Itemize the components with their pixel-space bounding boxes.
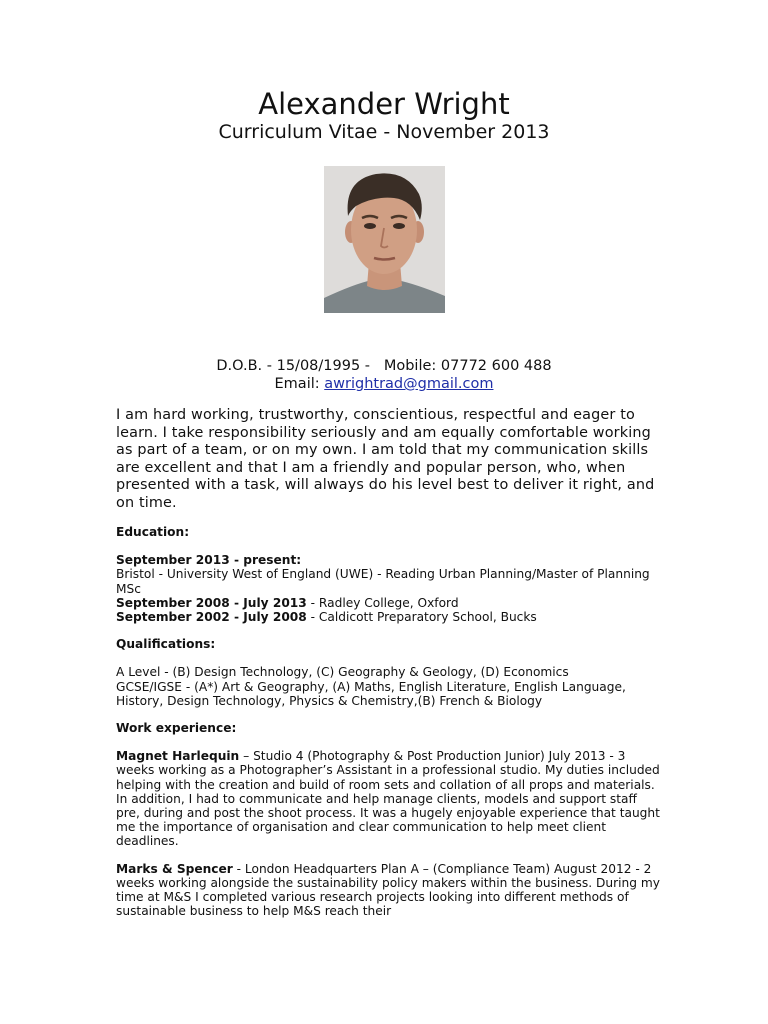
cv-body: [116, 525, 661, 918]
education-heading: Education:: [116, 525, 190, 539]
education-desc: - Caldicott Preparatory School, Bucks: [306, 610, 537, 625]
education-date: September 2002 - July 2008: [116, 610, 307, 625]
job-entry: [116, 749, 661, 848]
cv-name: Alexander Wright: [258, 87, 510, 121]
job-entry: [116, 862, 661, 919]
dob-mobile: D.O.B. - 15/08/1995 - Mobile: 07772 600 488: [216, 358, 552, 374]
contact-block: [0, 357, 768, 393]
education-date: September 2008 - July 2013: [116, 595, 307, 610]
job-description: - London Headquarters Plan A – (Compliance Team) August 2012 - 2 weeks working alongside the sustainability policy makers within the business. During my time at M&S I completed various research projects looking into different methods of sustainable business to help M&S reach their: [116, 861, 660, 919]
work-heading: Work experience:: [116, 721, 237, 736]
cv-subtitle: Curriculum Vitae - November 2013: [218, 121, 550, 143]
education-item: [116, 553, 661, 567]
education-date: September 2013 - present:: [116, 553, 302, 568]
profile-photo: [324, 166, 445, 313]
job-employer: Marks & Spencer: [116, 861, 233, 876]
education-item: [116, 610, 661, 624]
a-level-line: A Level - (B) Design Technology, (C) Geography & Geology, (D) Economics: [116, 665, 569, 680]
gcse-line: GCSE/IGSE - (A*) Art & Geography, (A) Maths, English Literature, English Language, History, Design Technology, Physics & Chemistry,(B) French & Biology: [116, 679, 626, 708]
qualifications-heading: Qualifications:: [116, 637, 216, 652]
email-label: Email:: [274, 376, 325, 392]
email-link[interactable]: awrightrad@gmail.com: [324, 376, 494, 392]
job-employer: Magnet Harlequin: [116, 749, 240, 764]
education-desc: Bristol - University West of England (UWE) - Reading Urban Planning/Master of Planning MSc: [116, 567, 650, 596]
intro-paragraph: I am hard working, trustworthy, conscientious, respectful and eager to learn. I take responsibility seriously and am equally comfortable working as part of a team, or on my own. I am told that my communication skills are excellent and that I am a friendly and popular person, who, when presented with a task, will always do his level best to deliver it right, and on time.: [116, 407, 655, 511]
job-description: – Studio 4 (Photography & Post Production Junior) July 2013 - 3 weeks working as a Photographer’s Assistant in a professional studio. My duties included helping with the creation and build of room sets and collation of all props and materials. In addition, I had to communicate and help manage clients, models and support staff pre, during and post the shoot process. It was a hugely enjoyable experience that taught me the importance of organisation and clear communication to help meet client deadlines.: [116, 749, 660, 849]
email-row: [0, 375, 768, 393]
education-item: [116, 596, 661, 610]
education-desc: - Radley College, Oxford: [306, 595, 459, 610]
